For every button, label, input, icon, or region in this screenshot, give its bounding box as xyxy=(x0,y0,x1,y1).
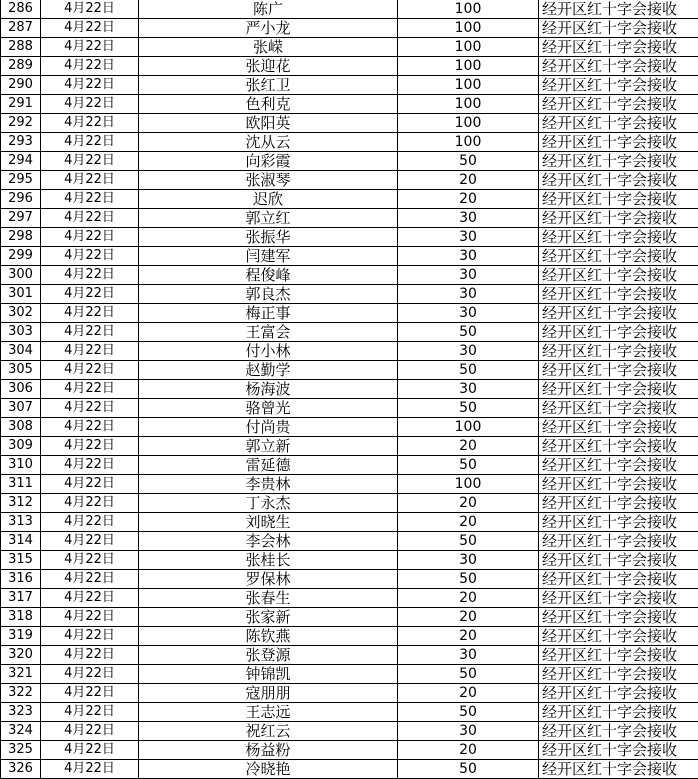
donor-name: 郭立新 xyxy=(139,437,398,456)
donation-date: 4月22日 xyxy=(41,266,139,285)
donation-amount: 20 xyxy=(398,190,539,209)
donation-date: 4月22日 xyxy=(41,551,139,570)
row-number: 287 xyxy=(1,19,41,38)
receiver-organization: 经开区红十字会接收 xyxy=(539,361,698,380)
donation-amount: 30 xyxy=(398,285,539,304)
table-row xyxy=(1,304,698,323)
table-row xyxy=(1,38,698,57)
receiver-organization: 经开区红十字会接收 xyxy=(539,285,698,304)
donation-date: 4月22日 xyxy=(41,209,139,228)
donation-date: 4月22日 xyxy=(41,513,139,532)
row-number: 313 xyxy=(1,513,41,532)
donation-amount: 20 xyxy=(398,589,539,608)
table-row xyxy=(1,570,698,589)
donation-date: 4月22日 xyxy=(41,380,139,399)
donation-amount: 50 xyxy=(398,703,539,722)
row-number: 305 xyxy=(1,361,41,380)
row-number: 324 xyxy=(1,722,41,741)
donor-name: 张春生 xyxy=(139,589,398,608)
donation-amount: 20 xyxy=(398,513,539,532)
donor-name: 程俊峰 xyxy=(139,266,398,285)
donor-name: 罗保林 xyxy=(139,570,398,589)
row-number: 308 xyxy=(1,418,41,437)
donation-amount: 30 xyxy=(398,266,539,285)
row-number: 297 xyxy=(1,209,41,228)
donation-amount: 30 xyxy=(398,646,539,665)
receiver-organization: 经开区红十字会接收 xyxy=(539,589,698,608)
table-row xyxy=(1,323,698,342)
receiver-organization: 经开区红十字会接收 xyxy=(539,209,698,228)
table-row xyxy=(1,665,698,684)
donation-amount: 100 xyxy=(398,418,539,437)
row-number: 321 xyxy=(1,665,41,684)
donation-date: 4月22日 xyxy=(41,190,139,209)
donation-amount: 30 xyxy=(398,551,539,570)
row-number: 301 xyxy=(1,285,41,304)
table-row xyxy=(1,0,698,19)
row-number: 293 xyxy=(1,133,41,152)
donation-date: 4月22日 xyxy=(41,665,139,684)
donor-name: 张红卫 xyxy=(139,76,398,95)
donation-amount: 30 xyxy=(398,247,539,266)
table-row xyxy=(1,494,698,513)
table-row xyxy=(1,646,698,665)
receiver-organization: 经开区红十字会接收 xyxy=(539,570,698,589)
table-row xyxy=(1,760,698,779)
table-row xyxy=(1,627,698,646)
table-row xyxy=(1,19,698,38)
donor-name: 冷晓艳 xyxy=(139,760,398,779)
donor-name: 杨益粉 xyxy=(139,741,398,760)
donation-amount: 50 xyxy=(398,152,539,171)
donation-date: 4月22日 xyxy=(41,228,139,247)
donor-name: 钟锦凯 xyxy=(139,665,398,684)
donation-amount: 100 xyxy=(398,0,539,19)
donation-date: 4月22日 xyxy=(41,361,139,380)
receiver-organization: 经开区红十字会接收 xyxy=(539,646,698,665)
donation-date: 4月22日 xyxy=(41,95,139,114)
donor-name: 雷延德 xyxy=(139,456,398,475)
receiver-organization: 经开区红十字会接收 xyxy=(539,95,698,114)
receiver-organization: 经开区红十字会接收 xyxy=(539,266,698,285)
row-number: 320 xyxy=(1,646,41,665)
donor-name: 闫建军 xyxy=(139,247,398,266)
row-number: 307 xyxy=(1,399,41,418)
donation-date: 4月22日 xyxy=(41,19,139,38)
receiver-organization: 经开区红十字会接收 xyxy=(539,228,698,247)
donor-name: 赵勤学 xyxy=(139,361,398,380)
table-row xyxy=(1,76,698,95)
table-row xyxy=(1,171,698,190)
donation-amount: 50 xyxy=(398,456,539,475)
table-row xyxy=(1,608,698,627)
donor-name: 色利克 xyxy=(139,95,398,114)
donation-date: 4月22日 xyxy=(41,152,139,171)
donor-name: 张登源 xyxy=(139,646,398,665)
row-number: 300 xyxy=(1,266,41,285)
table-row xyxy=(1,741,698,760)
row-number: 304 xyxy=(1,342,41,361)
table-row xyxy=(1,228,698,247)
table-row xyxy=(1,532,698,551)
receiver-organization: 经开区红十字会接收 xyxy=(539,722,698,741)
donation-amount: 100 xyxy=(398,114,539,133)
table-row xyxy=(1,209,698,228)
row-number: 302 xyxy=(1,304,41,323)
donor-name: 迟欣 xyxy=(139,190,398,209)
donation-amount: 50 xyxy=(398,570,539,589)
donation-date: 4月22日 xyxy=(41,342,139,361)
table-row xyxy=(1,722,698,741)
donor-name: 张嵘 xyxy=(139,38,398,57)
donation-date: 4月22日 xyxy=(41,0,139,19)
table-row xyxy=(1,247,698,266)
row-number: 325 xyxy=(1,741,41,760)
donor-name: 严小龙 xyxy=(139,19,398,38)
donation-date: 4月22日 xyxy=(41,475,139,494)
receiver-organization: 经开区红十字会接收 xyxy=(539,741,698,760)
row-number: 311 xyxy=(1,475,41,494)
donor-name: 寇朋朋 xyxy=(139,684,398,703)
donation-date: 4月22日 xyxy=(41,57,139,76)
donor-name: 沈从云 xyxy=(139,133,398,152)
receiver-organization: 经开区红十字会接收 xyxy=(539,304,698,323)
donation-amount: 20 xyxy=(398,171,539,190)
table-row xyxy=(1,513,698,532)
donation-amount: 100 xyxy=(398,19,539,38)
donor-name: 郭良杰 xyxy=(139,285,398,304)
donor-name: 祝红云 xyxy=(139,722,398,741)
donation-amount: 30 xyxy=(398,380,539,399)
receiver-organization: 经开区红十字会接收 xyxy=(539,133,698,152)
donation-date: 4月22日 xyxy=(41,133,139,152)
table-row xyxy=(1,703,698,722)
donor-name: 付尚贵 xyxy=(139,418,398,437)
receiver-organization: 经开区红十字会接收 xyxy=(539,494,698,513)
row-number: 296 xyxy=(1,190,41,209)
table-row xyxy=(1,95,698,114)
table-row xyxy=(1,589,698,608)
row-number: 298 xyxy=(1,228,41,247)
donation-date: 4月22日 xyxy=(41,285,139,304)
row-number: 289 xyxy=(1,57,41,76)
donation-date: 4月22日 xyxy=(41,570,139,589)
donation-amount: 30 xyxy=(398,722,539,741)
donor-name: 付小林 xyxy=(139,342,398,361)
receiver-organization: 经开区红十字会接收 xyxy=(539,703,698,722)
table-row xyxy=(1,190,698,209)
row-number: 316 xyxy=(1,570,41,589)
donation-date: 4月22日 xyxy=(41,418,139,437)
receiver-organization: 经开区红十字会接收 xyxy=(539,475,698,494)
row-number: 315 xyxy=(1,551,41,570)
donation-amount: 100 xyxy=(398,38,539,57)
donation-amount: 50 xyxy=(398,361,539,380)
row-number: 318 xyxy=(1,608,41,627)
row-number: 312 xyxy=(1,494,41,513)
table-row xyxy=(1,399,698,418)
receiver-organization: 经开区红十字会接收 xyxy=(539,380,698,399)
donation-amount: 50 xyxy=(398,323,539,342)
donation-date: 4月22日 xyxy=(41,684,139,703)
table-row xyxy=(1,418,698,437)
donation-date: 4月22日 xyxy=(41,722,139,741)
donation-amount: 20 xyxy=(398,494,539,513)
donation-date: 4月22日 xyxy=(41,38,139,57)
donation-date: 4月22日 xyxy=(41,703,139,722)
donation-date: 4月22日 xyxy=(41,323,139,342)
donation-amount: 100 xyxy=(398,57,539,76)
receiver-organization: 经开区红十字会接收 xyxy=(539,684,698,703)
receiver-organization: 经开区红十字会接收 xyxy=(539,513,698,532)
donation-date: 4月22日 xyxy=(41,532,139,551)
receiver-organization: 经开区红十字会接收 xyxy=(539,342,698,361)
donor-name: 李贵林 xyxy=(139,475,398,494)
donor-name: 王志远 xyxy=(139,703,398,722)
row-number: 319 xyxy=(1,627,41,646)
row-number: 299 xyxy=(1,247,41,266)
donation-amount: 100 xyxy=(398,76,539,95)
table-row xyxy=(1,361,698,380)
receiver-organization: 经开区红十字会接收 xyxy=(539,247,698,266)
donor-name: 杨海波 xyxy=(139,380,398,399)
table-row xyxy=(1,475,698,494)
donor-name: 郭立红 xyxy=(139,209,398,228)
donation-amount: 50 xyxy=(398,760,539,779)
table-row xyxy=(1,152,698,171)
receiver-organization: 经开区红十字会接收 xyxy=(539,38,698,57)
donation-amount: 20 xyxy=(398,684,539,703)
table-body xyxy=(1,0,698,779)
donation-amount: 50 xyxy=(398,532,539,551)
table-row xyxy=(1,266,698,285)
donor-name: 梅正事 xyxy=(139,304,398,323)
donation-amount: 30 xyxy=(398,342,539,361)
donation-date: 4月22日 xyxy=(41,399,139,418)
receiver-organization: 经开区红十字会接收 xyxy=(539,0,698,19)
receiver-organization: 经开区红十字会接收 xyxy=(539,532,698,551)
donor-name: 王富会 xyxy=(139,323,398,342)
table-row xyxy=(1,684,698,703)
table-row xyxy=(1,57,698,76)
donation-amount: 20 xyxy=(398,741,539,760)
table-row xyxy=(1,380,698,399)
donation-amount: 100 xyxy=(398,95,539,114)
row-number: 303 xyxy=(1,323,41,342)
donor-name: 丁永杰 xyxy=(139,494,398,513)
donation-date: 4月22日 xyxy=(41,760,139,779)
donation-amount: 20 xyxy=(398,627,539,646)
receiver-organization: 经开区红十字会接收 xyxy=(539,152,698,171)
receiver-organization: 经开区红十字会接收 xyxy=(539,437,698,456)
donation-date: 4月22日 xyxy=(41,76,139,95)
table-row xyxy=(1,456,698,475)
donation-amount: 30 xyxy=(398,209,539,228)
receiver-organization: 经开区红十字会接收 xyxy=(539,114,698,133)
table-row xyxy=(1,551,698,570)
receiver-organization: 经开区红十字会接收 xyxy=(539,57,698,76)
receiver-organization: 经开区红十字会接收 xyxy=(539,665,698,684)
row-number: 317 xyxy=(1,589,41,608)
donation-amount: 50 xyxy=(398,399,539,418)
donation-date: 4月22日 xyxy=(41,114,139,133)
table-row xyxy=(1,133,698,152)
table-row xyxy=(1,285,698,304)
donor-name: 骆曾光 xyxy=(139,399,398,418)
receiver-organization: 经开区红十字会接收 xyxy=(539,760,698,779)
row-number: 295 xyxy=(1,171,41,190)
row-number: 314 xyxy=(1,532,41,551)
row-number: 326 xyxy=(1,760,41,779)
receiver-organization: 经开区红十字会接收 xyxy=(539,418,698,437)
receiver-organization: 经开区红十字会接收 xyxy=(539,171,698,190)
receiver-organization: 经开区红十字会接收 xyxy=(539,456,698,475)
donation-amount: 100 xyxy=(398,133,539,152)
donation-amount: 20 xyxy=(398,437,539,456)
table-row xyxy=(1,437,698,456)
row-number: 291 xyxy=(1,95,41,114)
receiver-organization: 经开区红十字会接收 xyxy=(539,76,698,95)
donation-date: 4月22日 xyxy=(41,304,139,323)
donation-date: 4月22日 xyxy=(41,646,139,665)
donor-name: 张迎花 xyxy=(139,57,398,76)
receiver-organization: 经开区红十字会接收 xyxy=(539,19,698,38)
row-number: 322 xyxy=(1,684,41,703)
donation-date: 4月22日 xyxy=(41,589,139,608)
donation-date: 4月22日 xyxy=(41,741,139,760)
donation-amount: 50 xyxy=(398,665,539,684)
donor-name: 陈广 xyxy=(139,0,398,19)
donation-amount: 20 xyxy=(398,608,539,627)
row-number: 294 xyxy=(1,152,41,171)
donor-name: 张淑琴 xyxy=(139,171,398,190)
donation-date: 4月22日 xyxy=(41,171,139,190)
donation-date: 4月22日 xyxy=(41,247,139,266)
receiver-organization: 经开区红十字会接收 xyxy=(539,190,698,209)
donor-name: 张桂长 xyxy=(139,551,398,570)
row-number: 306 xyxy=(1,380,41,399)
donor-name: 刘晓生 xyxy=(139,513,398,532)
row-number: 288 xyxy=(1,38,41,57)
donation-amount: 30 xyxy=(398,228,539,247)
row-number: 310 xyxy=(1,456,41,475)
table-row xyxy=(1,114,698,133)
row-number: 309 xyxy=(1,437,41,456)
table-row xyxy=(1,342,698,361)
donation-date: 4月22日 xyxy=(41,437,139,456)
donor-name: 向彩霞 xyxy=(139,152,398,171)
row-number: 323 xyxy=(1,703,41,722)
donor-name: 张振华 xyxy=(139,228,398,247)
receiver-organization: 经开区红十字会接收 xyxy=(539,399,698,418)
receiver-organization: 经开区红十字会接收 xyxy=(539,627,698,646)
row-number: 290 xyxy=(1,76,41,95)
donor-name: 陈钦燕 xyxy=(139,627,398,646)
donor-name: 欧阳英 xyxy=(139,114,398,133)
row-number: 286 xyxy=(1,0,41,19)
donation-date: 4月22日 xyxy=(41,627,139,646)
receiver-organization: 经开区红十字会接收 xyxy=(539,551,698,570)
receiver-organization: 经开区红十字会接收 xyxy=(539,323,698,342)
donation-amount: 100 xyxy=(398,475,539,494)
donation-date: 4月22日 xyxy=(41,608,139,627)
donor-name: 张家新 xyxy=(139,608,398,627)
donation-date: 4月22日 xyxy=(41,456,139,475)
receiver-organization: 经开区红十字会接收 xyxy=(539,608,698,627)
donation-amount: 30 xyxy=(398,304,539,323)
donation-date: 4月22日 xyxy=(41,494,139,513)
row-number: 292 xyxy=(1,114,41,133)
donor-name: 李会林 xyxy=(139,532,398,551)
